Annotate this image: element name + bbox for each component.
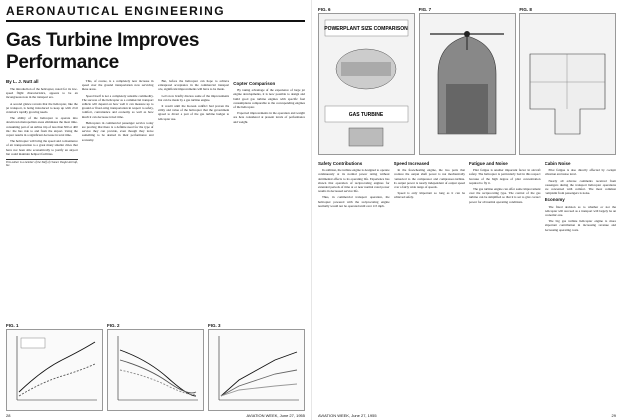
subhead: Fatigue and Noise	[469, 161, 508, 166]
figure-7-illustration	[419, 13, 516, 155]
figure-7	[419, 7, 516, 155]
right-figure-row	[318, 7, 616, 155]
right-col-4	[545, 159, 617, 234]
right-page	[311, 0, 622, 420]
paragraph: In the freewheeling engine, the two parts that produce the output shaft power is not mechanically connected to the compressor and compressor-turbine. Its output power is nearly independent of output speed over a fairly wide range of speeds.	[393, 168, 465, 190]
byline: By L. J. Nutt all	[6, 79, 39, 84]
figure-2-chart	[107, 329, 204, 411]
figure-3-chart	[208, 329, 305, 411]
paragraph: The ability of the helicopter to operate into downtown metropolitan areas eliminates the most time-consuming part of an airline trip of less than 300 or 400 mi.: the bus ride to and from the airport. Using the copter results in a significant decrease in total time.	[6, 116, 78, 138]
right-col-3	[469, 159, 541, 234]
paragraph: In addition, the turbine engine is designed to operate continuously at its normal power rating without detrimental effects to its operating life. Experience has shown that operation of reciprocating engines for extended periods of time at or near normal rated power results in decreased service life.	[318, 168, 390, 194]
figure-6-box-bottom: GAS TURBINE	[348, 112, 384, 118]
figure-label: FIG. 1	[6, 323, 19, 328]
figure-6-box-top: POWERPLANT SIZE COMPARISON	[324, 26, 408, 32]
figure-2	[107, 323, 204, 411]
publication-info: AVIATION WEEK, June 27, 1955	[318, 413, 377, 418]
page-number: 29	[611, 413, 616, 418]
figure-6-illustration	[318, 13, 415, 155]
figure-1-chart	[6, 329, 103, 411]
right-col-1	[318, 159, 390, 234]
paragraph: The helicopter will bring the speed and convenience of air transportation to a great many smaller cities that have not been able economically to justify an airport but could maintain heliport facilities.	[6, 139, 78, 156]
paragraph: The gas turbine engine can offer some improvement over the reciprocating type. The control of the gas turbine can be simplified so that it is set to give correct power for all normal operating conditions.	[469, 187, 541, 204]
left-col-4	[233, 79, 305, 168]
paragraph: But, before the helicopter can hope to achieve widespread acceptance in the commercial transport role, significant improvements will have to be made.	[157, 79, 230, 92]
right-columns	[318, 159, 616, 234]
figure-label: FIG. 8	[519, 7, 532, 12]
figure-label: FIG. 6	[318, 7, 331, 12]
paragraph: The introduction of the helicopter, noted for its low-speed flight characteristics, appears to be an incongruous note in the transport era.	[6, 87, 78, 100]
paragraph: By taking advantage of the experience of large jet engine developments, it is now possible to design and build good gas turbine engines with specific fuel consumptions comparable to the corresponding engines of the helicopter.	[233, 88, 305, 110]
paragraph: The big gas turbine helicopter engine is more important contribution in increasing revenue and decreasing operating costs.	[544, 219, 616, 232]
page-footer	[6, 413, 305, 418]
page-number: 28	[6, 413, 11, 418]
left-col-3	[158, 79, 230, 168]
subhead: Cabin Noise	[544, 161, 571, 166]
figure-label: FIG. 7	[418, 7, 432, 12]
figure-3	[208, 323, 305, 411]
figure-row	[6, 323, 305, 411]
figure-label: FIG. 2	[107, 323, 120, 328]
right-col-2	[394, 159, 466, 234]
subhead: Economy	[544, 197, 565, 203]
paragraph: Pilot fatigue is also directly affected by cockpit vibration and noise level.	[544, 168, 616, 177]
paragraph: It wasn't until the Korean conflict had proven the utility and value of the helicopter that the government agreed to divert a part of the gas turbine budget to helicopter use.	[157, 104, 230, 121]
figure-8	[519, 7, 616, 155]
figure-6	[318, 7, 415, 155]
figure-1	[6, 323, 103, 411]
left-col-1	[6, 79, 78, 168]
subhead: Safety Contributions	[318, 161, 363, 166]
figure-label: FIG. 3	[208, 323, 221, 328]
paragraph: Thus, in commercial transport operation, the helicopter powered with the reciprocating engine normally would not be operated until over 115 mph.	[318, 195, 390, 208]
left-columns	[6, 79, 305, 168]
left-col-2	[82, 79, 154, 168]
paragraph: Let's now briefly discuss some of the improvements that can be made by a gas turbine engine.	[157, 93, 230, 102]
footnote: This author is a member of the Staff of Chance Vought Aircraft, Inc.	[6, 161, 78, 168]
paragraph: Nearly all adverse comments received from passengers during the transport helicopter operations are concerned with comfort. The most common complaint from passengers is noise.	[544, 178, 616, 196]
subhead: Copter Comparison	[233, 81, 276, 86]
paragraph: Helicopters in commercial passenger service today are proving that there is a definite need for the type of service they can provide, even though they leave something to be desired in their performance and economy.	[81, 120, 154, 142]
paragraph: This, of course, is a completely new increase in speed over the ground transportation now servicing these areas.	[81, 79, 154, 92]
page-footer	[318, 413, 616, 418]
paragraph: The fixed decision as to whether or not the helicopter will succeed as a transport will largely be an economic one.	[544, 204, 616, 218]
paragraph: A second glance reveals that the helicopter, like the jet transport, is being introduced to keep up with civil aviation's rapidly growing needs.	[6, 101, 78, 115]
paragraph: Pilot fatigue is another important factor in aircraft safety. The helicopter is particularly bad in this respect because of the high degree of pilot concentration required to fly it.	[469, 168, 541, 185]
section-header: AERONAUTICAL ENGINEERING	[6, 4, 305, 22]
figure-8-illustration	[519, 13, 616, 155]
article-headline: Gas Turbine Improves Performance	[6, 30, 200, 73]
paragraph: Speed is only important so long as it can be achieved safely.	[393, 191, 465, 200]
paragraph: Speed itself is not a completely saleable commodity. The success of the helicopter as a commercial transport vehicle will depend on how well it can measure up to ground or fixed-wing transportation in respect to safety, comfort, convenience and economy as well as how much it can decrease travel time.	[81, 93, 154, 119]
subhead: Speed Increased	[393, 161, 430, 166]
publication-info: AVIATION WEEK, June 27, 1955	[246, 413, 305, 418]
paragraph: Expected improvements in the operation and weight are here considered at present levels of performance and weight.	[233, 111, 305, 124]
